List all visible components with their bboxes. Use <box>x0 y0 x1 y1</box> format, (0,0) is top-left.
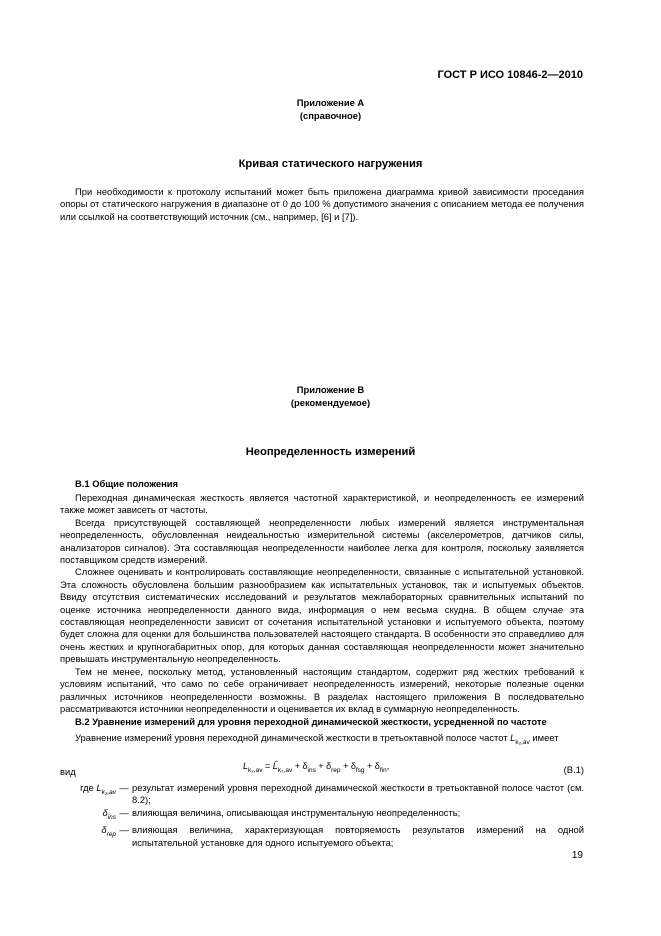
paragraph: Переходная динамическая жесткость является частотной характеристикой, и неопределенность ее измерений также может зависеть от частоты. <box>60 492 584 516</box>
intro-symbol-sub: k₂,av <box>515 738 530 746</box>
section-b2-heading: В.2 Уравнение измерений для уровня переходной динамической жесткости, усредненной по частоте <box>75 716 547 727</box>
standard-code: ГОСТ Р ИСО 10846-2—2010 <box>437 69 583 81</box>
appendix-a-status: (справочное) <box>299 110 362 121</box>
paragraph: Всегда присутствующей составляющей неопределенности любых измерений является инструментальная неопределенность, обусловленная неидеальностью измерительной системы (акселерометров, датчиков силы, анализаторов сигналов). Эта составляющая неопределенности наиболее легка для контроля, поскольку заявляется поставщиком средств измерений. <box>60 516 584 566</box>
section-b2-intro <box>60 732 584 749</box>
appendix-a-label: Приложение А <box>296 97 365 108</box>
equation-number: (B.1) <box>563 764 584 775</box>
b2-intro-text: Уравнение измерений уровня переходной динамической жесткости в третьоктавной полосе частот <box>75 732 508 743</box>
paragraph: Сложнее оценивать и контролировать составляющие неопределенности, связанные с испытательной установкой. Эта сложность обусловлена большим разнообразием как испытательных установок, так и испытуемых объектов. Ввиду отсутствия систематических исследований и результатов межлабораторных сравнительных испытаний по оценке источника неопределенности данного вида, информация о нем весьма скудна. В общем случае эта составляющая неопределенности зависит от сочетания испытательной установки и испытуемого объекта, поэтому будет сложна для оценки для большинства пользователей настоящего стандарта. В особенности это справедливо для очень жестких и крупногабаритных опор, для которых данная составляющая неопределенности может значительно превышать инструментальную неопределенность. <box>60 566 584 665</box>
definitions-list <box>60 782 584 849</box>
formula-lhs: L <box>243 761 249 771</box>
appendix-a-body <box>60 186 584 223</box>
term-sub: fsg <box>355 766 365 774</box>
definition-item <box>60 782 584 807</box>
symbol: δ <box>102 806 108 818</box>
appendix-b-label: Приложение В <box>296 384 365 395</box>
term-op: + δ <box>343 761 356 771</box>
b2-intro-tail: имеет <box>532 732 559 743</box>
term-op: + δ <box>294 761 308 771</box>
b2-intro-paragraph <box>60 732 584 749</box>
definition-text: влияющая величина, описывающая инструментальную неопределенность; <box>132 806 461 818</box>
term-sub: rep <box>331 766 341 774</box>
definition-text: результат измерений уровня переходной динамической жесткости в третьоктавной полосе частот (см. 8.2); <box>132 782 584 806</box>
section-b1-heading: В.1 Общие положения <box>75 478 178 489</box>
formula-term-fin <box>367 761 387 774</box>
definition-symbol <box>60 824 116 841</box>
formula-eq: = <box>264 761 271 771</box>
formula-term-fsg <box>343 761 365 774</box>
appendix-a-paragraph: При необходимости к протоколу испытаний может быть приложена диаграмма кривой зависимости проседания опоры от статического нагружения в диапазоне от 0 до 100 % допустимого значения с описанием метода ее получения или ссылкой на соответствующий источник (см., например, [6] и [7]). <box>60 186 584 222</box>
section-b1-body <box>60 492 584 715</box>
definition-text: влияющая величина, характеризующая повторяемость результатов измерений на одной испытательной установке для одного испытуемого объекта; <box>132 824 584 848</box>
definition-item <box>60 824 584 849</box>
dash: — <box>119 782 129 793</box>
definition-prefix: где <box>80 782 97 793</box>
term-op: + δ <box>367 761 380 771</box>
appendix-a-title: Кривая статического нагружения <box>238 158 423 170</box>
appendix-b-title: Неопределенность измерений <box>245 446 416 458</box>
term-sub: fin <box>379 766 387 774</box>
equation-b1 <box>60 758 584 784</box>
page-number: 19 <box>571 850 583 861</box>
vid-label: вид <box>60 766 76 777</box>
term-op: + δ <box>318 761 332 771</box>
symbol-sub: rep <box>106 830 116 838</box>
formula-term-rep <box>318 761 341 774</box>
dash: — <box>119 806 129 818</box>
formula-end: , <box>386 761 390 771</box>
formula-lhs-sub: k₂,av <box>248 766 263 774</box>
appendix-a-heading <box>0 96 661 122</box>
dash: — <box>119 824 129 836</box>
formula <box>243 760 389 777</box>
formula-term-ins <box>294 761 316 774</box>
intro-symbol: L <box>510 732 516 743</box>
definition-symbol <box>60 782 116 799</box>
symbol-sub: ins <box>107 813 116 821</box>
formula-rhs-sub: k₂,av <box>277 766 293 774</box>
definition-symbol <box>60 807 116 824</box>
appendix-b-status: (рекомендуемое) <box>290 397 371 408</box>
definition-item <box>60 807 584 824</box>
appendix-b-heading <box>0 383 661 409</box>
paragraph: Тем не менее, поскольку метод, установленный настоящим стандартом, содержит ряд жестких требований к условиям испытаний, что само по себе ограничивает неопределенность измерений, некоторые полезные оценки различных источников неопределенности возможны. В разделах настоящего приложения В последовательно рассматриваются источники неопределенности и оценивается их вклад в суммарную неопределенность. <box>60 665 584 714</box>
symbol-sub: k₂,av <box>101 788 116 796</box>
symbol: L <box>96 782 102 793</box>
term-sub: ins <box>307 766 316 774</box>
formula-rhs: L̂ <box>272 761 278 771</box>
symbol: δ <box>101 824 107 836</box>
